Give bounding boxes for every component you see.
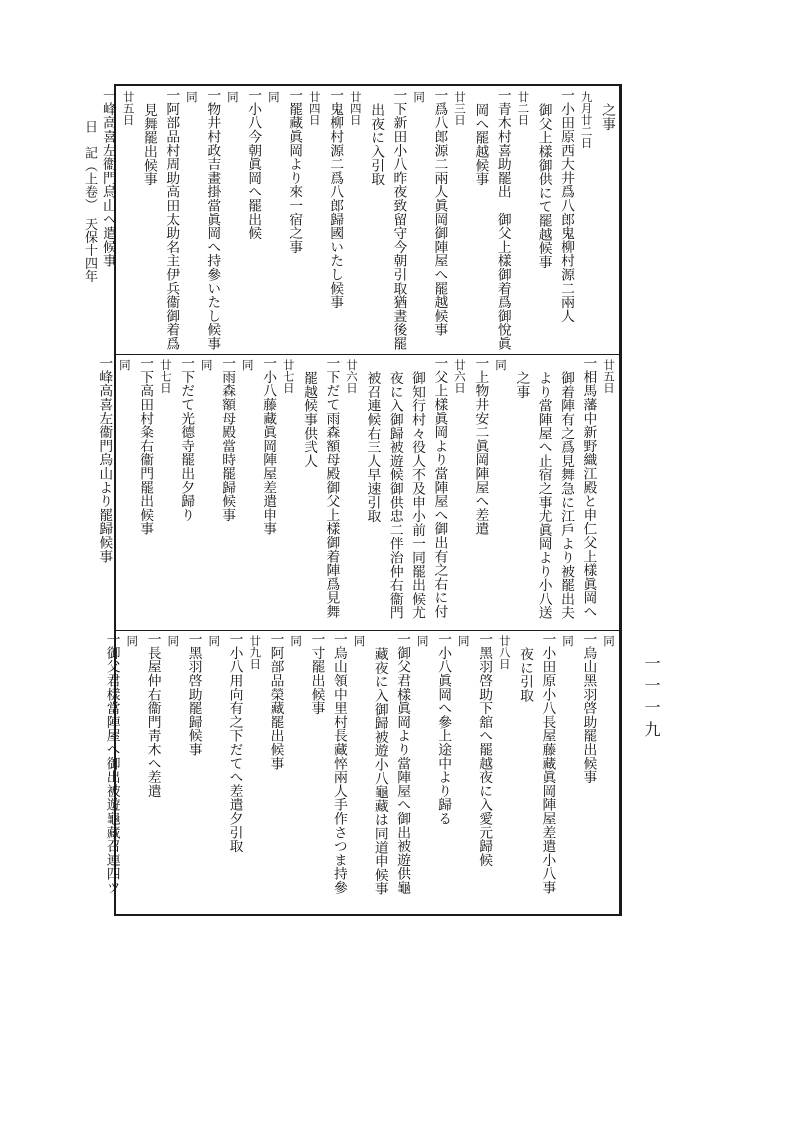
entry-line: 一小八用向有之下だてへ差遣夕引取 (226, 632, 243, 853)
date-line: 廿七日 (281, 359, 296, 394)
entry-line: 一罷藏眞岡より來一宿之事 (286, 88, 303, 254)
date-line: 同 (199, 359, 214, 371)
entry-line: 一父上樣眞岡より當陣屋へ御出有之右に付 (431, 356, 448, 619)
entry-line: 罷越候事供弐人 (301, 371, 318, 468)
date-line: 同 (289, 635, 304, 647)
entry-line: 一物井村政吉畫掛當眞岡へ持參いたし候事 (204, 88, 221, 351)
date-line: 同 (184, 91, 199, 103)
entry-line: 一爲八郎源二兩人眞岡御陣屋へ罷越候事 (431, 88, 448, 337)
date-line: 廿五日 (121, 91, 136, 126)
date-line: 同 (561, 635, 576, 647)
entry-line: 一小八眞岡へ參上途中より歸る (435, 632, 452, 826)
entry-line: 之事 (513, 371, 530, 399)
date-line: 廿九日 (248, 635, 263, 670)
date-line: 廿五日 (602, 359, 616, 394)
entry-line: 一下だて光德寺罷出夕歸り (178, 356, 195, 522)
entry-line: 一黑羽啓助罷歸候事 (185, 632, 202, 757)
entry-line: 一上物井安二眞岡陣屋へ差遣 (472, 356, 489, 536)
date-line: 同 (494, 359, 508, 371)
entry-line: 一御父君樣眞岡より當陣屋へ御出被遊供龜 (394, 632, 411, 895)
date-line: 廿八日 (497, 635, 512, 670)
entry-line: 一阿部品榮藏罷出候事 (267, 632, 284, 770)
entry-line: 一峰高喜左衞門烏山より罷歸候事 (96, 356, 113, 563)
date-line: 同 (456, 635, 471, 647)
entry-line: 一小田原小八長屋藤藏眞岡陣屋差遣小八事 (539, 632, 556, 895)
entry-line: 一小田原西大井爲八郎鬼柳村源二兩人 (558, 88, 575, 323)
entry-line: 一黑羽啓助下舘へ罷越夜に入愛元歸候 (476, 632, 493, 867)
entry-line: 一雨森額母殿當時罷歸候事 (219, 356, 236, 522)
entry-line: 見舞罷出候事 (140, 103, 157, 186)
date-line: 廿七日 (158, 359, 173, 394)
entry-line: 一下だて雨森額母殿御父上樣御着陣爲見舞 (323, 356, 340, 619)
entry-line: 一鬼柳村源二爲八郎歸國いたし候事 (327, 88, 344, 309)
entry-line: 夜に引取 (517, 647, 534, 703)
date-line: 同 (266, 91, 281, 103)
date-line: 同 (415, 635, 430, 647)
entry-line: 一烏山領中里村長藏悴兩人手作さつま持參 (330, 632, 347, 895)
entry-line: 一青木村喜助罷出 御父上樣御着爲御悅眞 (494, 88, 511, 351)
date-line: 同 (117, 359, 132, 371)
entry-line: 之事 (599, 103, 615, 131)
date-line: 同 (240, 359, 255, 371)
date-line: 同 (412, 91, 427, 103)
panel-top (99, 88, 618, 351)
entry-line: 一烏山黑羽啓助罷出候事 (580, 632, 597, 784)
entry-line: 岡へ罷越候事 (472, 103, 489, 186)
date-line: 同 (602, 635, 616, 647)
page-number: 一一一九 (642, 655, 661, 743)
entry-line: 一小八藤藏眞岡陣屋差遣申事 (260, 356, 277, 536)
entry-line: 一小八今朝眞岡へ罷出候 (245, 88, 262, 240)
date-line: 廿六日 (453, 359, 468, 394)
entry-line: 夜に入御歸被遊候御供忠二伴治仲右衞門 (386, 371, 403, 620)
entry-line: より當陣屋へ止宿之事尤眞岡より小八送 (535, 371, 552, 620)
entry-line: 御父上樣御供にて罷越候事 (535, 103, 552, 269)
date-line: 同 (125, 635, 140, 647)
divider-bottom (116, 630, 620, 631)
entry-line: 御知行村々役人不及申小前一同罷出候尤 (409, 371, 426, 620)
date-line: 廿三日 (453, 91, 468, 126)
entry-line: 藏夜に入御歸被遊小八龜藏は同道申候事 (371, 647, 388, 896)
date-line: 廿六日 (345, 359, 360, 394)
entry-line: 一峰高喜左衞門烏山へ遣候事 (99, 88, 116, 268)
entry-line: 一御父君樣當陣屋へ御出被遊龜藏召連四ツ (103, 632, 120, 895)
date-line: 廿四日 (348, 91, 363, 126)
entry-line: 御着陣有之爲見舞急に江戶より被罷出夫 (558, 371, 575, 620)
entry-line: 一寸罷出候事 (308, 632, 325, 715)
date-line: 同 (352, 635, 367, 647)
entry-line: 一阿部品村周助高田太助名主伊兵衞御着爲 (163, 88, 180, 351)
entry-line: 被召連候右三人早速引取 (364, 371, 381, 523)
entry-line: 出夜に入引取 (368, 103, 385, 186)
divider-top (116, 354, 620, 355)
panel-bottom (103, 632, 618, 910)
header-title: 日 記（上卷） 天保十四年 (82, 120, 97, 283)
date-line: 廿二日 (516, 91, 531, 126)
date-line: 同 (166, 635, 181, 647)
entry-line: 一相馬藩中新野織江殿と申仁父上樣眞岡へ (580, 356, 597, 619)
entry-line: 一下新田小八昨夜致留守今朝引取猶晝後罷 (390, 88, 407, 351)
date-line: 同 (207, 635, 222, 647)
date-line: 九月廿二日 (579, 91, 594, 149)
panel-middle (96, 356, 618, 624)
date-line: 同 (225, 91, 240, 103)
entry-line: 一長屋仲右衞門靑木へ差遣 (144, 632, 161, 798)
date-line: 廿四日 (307, 91, 322, 126)
entry-line: 一下高田村粂右衞門罷出候事 (137, 356, 154, 536)
